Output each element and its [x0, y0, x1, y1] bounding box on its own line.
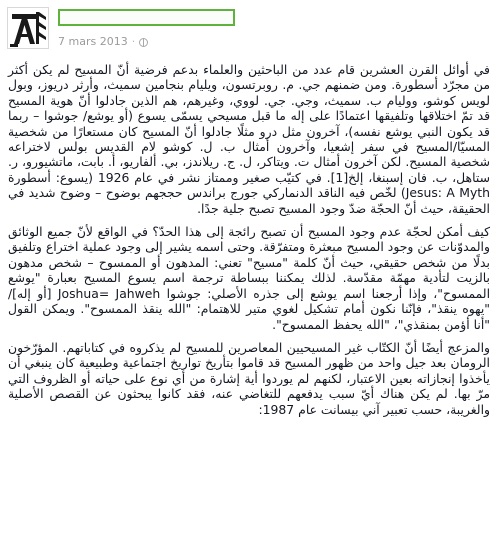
- post-paragraph-1: في أوائل القرن العشرين قام عدد من الباحثين والعلماء بدعم فرضية أنّ المسيح لم يكن أكثر من مجرّد أسطورة. ومن ضمنهم جي. م. روبرتسون، ويليام بنجامين سميث، وأرثر دريوز، وبول لويس كوشو، ووليام ب. سميث، وجي. جي. لووي، وغيرهم، هم الذين جادلوا أنّ هوية المسيح قد تمّ اختلاقها وتلفيقها اعتمادًا على إله ما قبل مسيحي يسمّى يسوع (أو يوشع/ جوشوا – ربما قد يكون النبي يوشع نفسه)، آخرون مثل درو مثلًا جادلوا أنّ المسيح كان مستعارًا من شخصية المسيّا/المسيح في سفر إشعيا، وآخرون أمثال ب. ل. كوشو لام القديس بولس لاختراعه شخصية المسيح. لكن آخرون أمثال ت. ويتاكر، ل. ج. ريلاندز، بي. ألفاريو، أ. بابت، ماتشيورو، ر. ستاهل، ب. فان إسبنغا، إلخ[1]. في كتيّب صغير وممتاز نشر في عام 1926 (يسوع: أسطورة Jesus: A Myth) لخّص فيه الناقد الدنماركي جورج براندس حججهم بوضوح – وضوح شديد في الحقيقة، حيث أنّ الحجّة ضدّ وجود المسيح تصبح جلية جدًا.: [8, 62, 490, 216]
- post-meta: [58, 35, 148, 49]
- post-text: [8, 62, 490, 425]
- author-avatar[interactable]: [7, 7, 49, 49]
- meta-separator: ·: [131, 35, 136, 48]
- post-paragraph-3: والمزعج أيضًا أنّ الكتّاب غير المسيحيين المعاصرين للمسيح لم يذكروه في كتاباتهم. المؤرّخون الرومان بعد جيل واحد من ظهور المسيح قد قاموا بتأريخ تواريخ اجتماعية وطبيعية كان ينبغي أن يأخذوا إنجازاته بعين الاعتبار، لكنهم لم يوردوا أية إشارة من أي نوع على حياته أو الظروف التي مرّ بها. لم يكن هناك أيّ سبب يدفعهم للتغاضي عنه، فقد كانوا يبحثون عن القصص الأصلية والغريبة، حسب تعبير آني بيسانت عام 1987:: [8, 339, 490, 417]
- avatar-logo-icon: [8, 8, 48, 48]
- globe-icon[interactable]: [139, 38, 148, 47]
- post-timestamp[interactable]: 7 mars 2013: [58, 35, 128, 48]
- post-paragraph-2: كيف أمكن لحجّة عدم وجود المسيح أن تصبح رائجة إلى هذا الحدّ؟ في الواقع لأنّ جميع الوثائق والمدوّنات عن وجود المسيح مبعثرة ومتفرّقة. وحتى اسمه يشير إلى وجود عملية اختراع وتلفيق بدلًا من شخص حقيقي، حيث أنّ كلمة "مسيح" تعني: المدهون أو الممسوح – شخص مدهون بالزيت لتأدية مهمّة مقدّسة. لذلك يمكننا ببساطة ترجمة اسم يسوع المسيح بعبارة "يوشع الممسوح"، وإذا أرجعنا اسم يوشع إلى جذره الأصلي: جوشوا Joshua= Jahweh [أو إله]/ "يهوه ينقذ"، فإنّنا نكون أمام تشكيل لغوي متير للاهتمام: "الله ينقذ الممسوح". ويمكن القول "أنا أؤمن بمنقذي"، "الله يحفظ الممسوح".: [8, 224, 491, 332]
- author-name-redacted[interactable]: [58, 9, 235, 26]
